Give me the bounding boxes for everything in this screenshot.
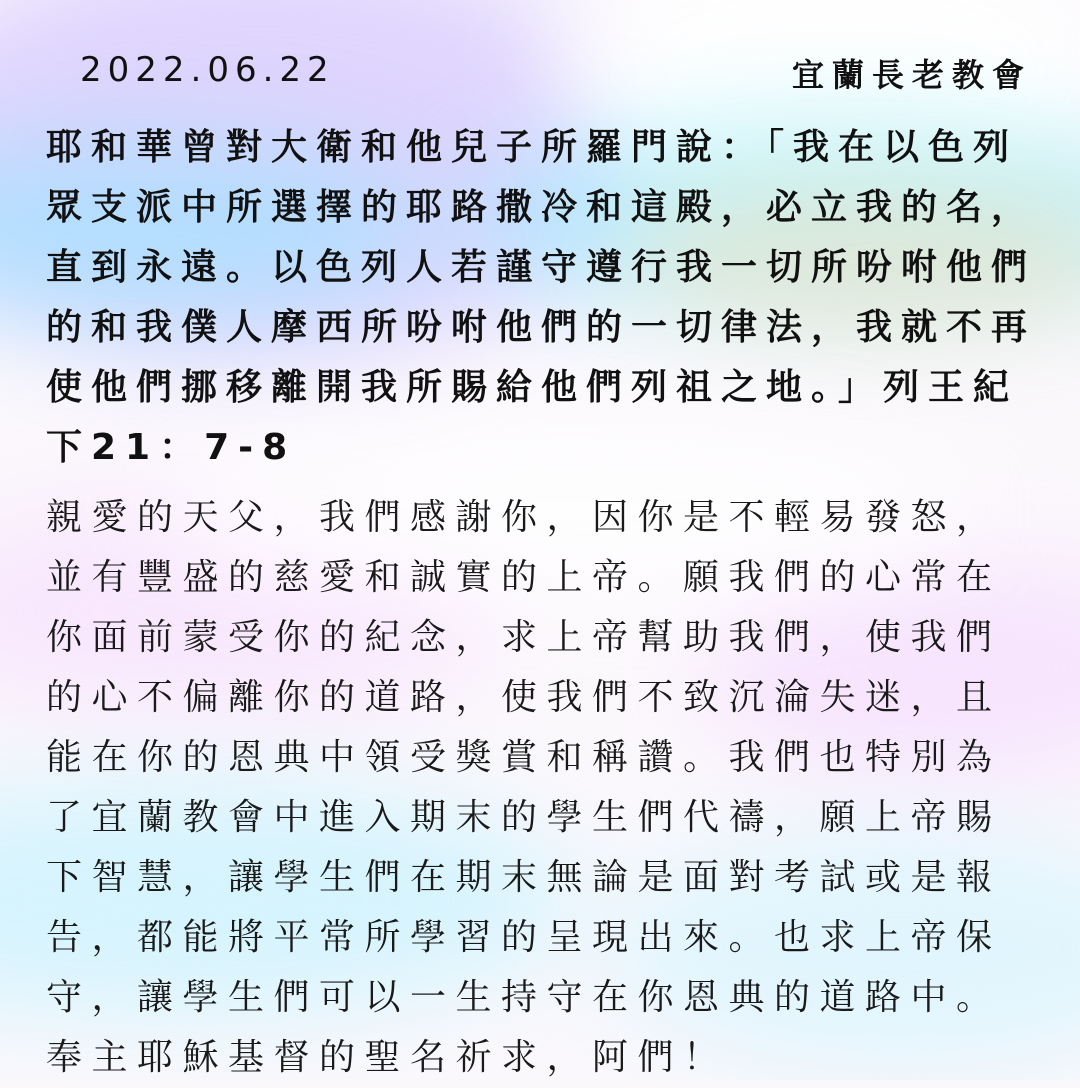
post-date: 2022.06.22 <box>80 50 335 90</box>
church-name: 宜蘭長老教會 <box>791 56 1032 94</box>
scripture-verse: 耶和華曾對大衛和他兒子所羅門說：「我在以色列眾支派中所選擇的耶路撒冷和這殿，必立我的名，直到永遠。以色列人若謹守遵行我一切所吩咐他們的和我僕人摩西所吩咐他們的一切律法，我就不再使他們挪移離開我所賜給他們列祖之地。」列王紀下21：7-8 <box>46 127 1037 468</box>
prayer-text: 親愛的天父，我們感謝你，因你是不輕易發怒，並有豐盛的慈愛和誠實的上帝。願我們的心常在你面前蒙受你的紀念，求上帝幫助我們，使我們的心不偏離你的道路，使我們不致沉淪失迷，且能在你的恩典中領受獎賞和稱讚。我們也特別為了宜蘭教會中進入期末的學生們代禱，願上帝賜下智慧，讓學生們在期末無論是面對考試或是報告，都能將平常所學習的呈現出來。也求上帝保守，讓學生們可以一生持守在你恩典的道路中。奉主耶穌基督的聖名祈求，阿們！ <box>46 497 1002 1078</box>
